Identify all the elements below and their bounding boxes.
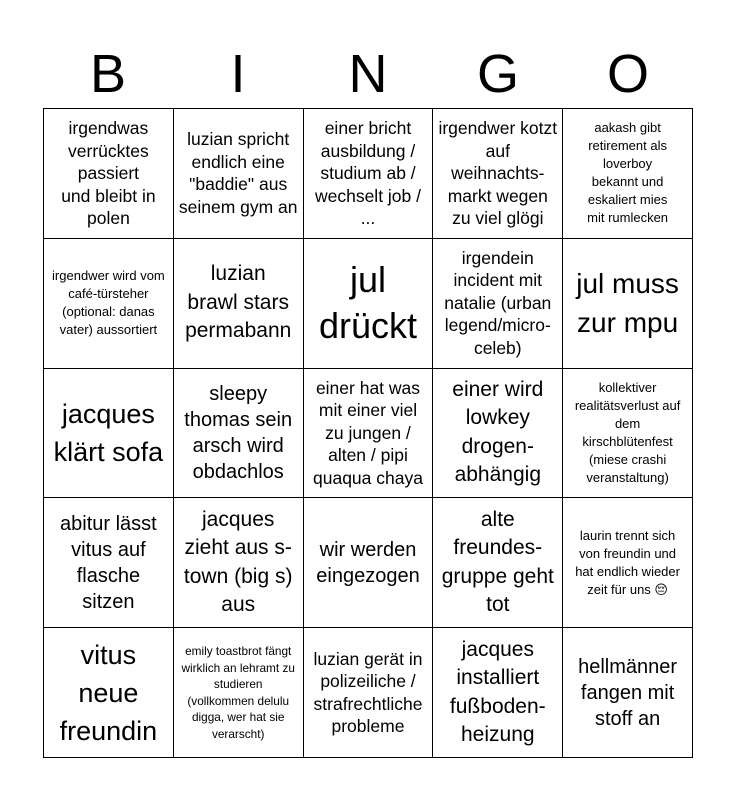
bingo-cell[interactable]: irgendwer kotzt auf weihnachts-markt wegen zu viel glögi bbox=[433, 109, 563, 239]
bingo-cell[interactable]: jul muss zur mpu bbox=[563, 239, 693, 369]
bingo-cell[interactable]: irgendein incident mit natalie (urban legend/micro-celeb) bbox=[433, 239, 563, 369]
header-letter-i: I bbox=[230, 44, 246, 104]
bingo-cell[interactable]: vitus neue freundin bbox=[44, 628, 174, 758]
bingo-grid bbox=[43, 108, 693, 758]
bingo-cell[interactable]: hellmänner fangen mit stoff an bbox=[563, 628, 693, 758]
bingo-cell[interactable]: einer wird lowkey drogen-abhängig bbox=[433, 369, 563, 499]
bingo-cell[interactable]: luzian spricht endlich eine "baddie" aus seinem gym an bbox=[174, 109, 304, 239]
bingo-cell[interactable]: jacques klärt sofa bbox=[44, 369, 174, 499]
bingo-cell[interactable]: jacques zieht aus s-town (big s) aus bbox=[174, 498, 304, 628]
bingo-cell[interactable]: luzian brawl stars permabann bbox=[174, 239, 304, 369]
bingo-cell[interactable]: irgendwer wird vom café-türsteher (optional: danas vater) aussortiert bbox=[44, 239, 174, 369]
bingo-cell[interactable]: sleepy thomas sein arsch wird obdachlos bbox=[174, 369, 304, 499]
bingo-cell[interactable]: abitur lässt vitus auf flasche sitzen bbox=[44, 498, 174, 628]
bingo-cell[interactable]: irgendwas verrücktes passiert und bleibt in polen bbox=[44, 109, 174, 239]
bingo-cell[interactable]: einer hat was mit einer viel zu jungen / alten / pipi quaqua chaya bbox=[304, 369, 434, 499]
bingo-cell[interactable]: aakash gibt retirement als loverboy bekannt und eskaliert mies mit rumlecken bbox=[563, 109, 693, 239]
header-letter-n: N bbox=[348, 44, 388, 104]
bingo-cell[interactable]: laurin trennt sich von freundin und hat endlich wieder zeit für uns 😔 bbox=[563, 498, 693, 628]
bingo-cell[interactable]: einer bricht ausbildung / studium ab / wechselt job / ... bbox=[304, 109, 434, 239]
header-letter-o: O bbox=[606, 44, 649, 104]
bingo-cell[interactable]: jul drückt bbox=[304, 239, 434, 369]
header-letter-g: G bbox=[476, 44, 519, 104]
bingo-header bbox=[43, 40, 693, 108]
bingo-cell[interactable]: alte freundes-gruppe geht tot bbox=[433, 498, 563, 628]
bingo-cell[interactable]: kollektiver realitätsverlust auf dem kirschblütenfest (miese crashi veranstaltung) bbox=[563, 369, 693, 499]
bingo-cell[interactable]: luzian gerät in polizeiliche / strafrechtliche probleme bbox=[304, 628, 434, 758]
header-letter-b: B bbox=[89, 44, 127, 104]
bingo-cell[interactable]: wir werden eingezogen bbox=[304, 498, 434, 628]
bingo-cell[interactable]: emily toastbrot fängt wirklich an lehramt zu studieren (vollkommen delulu digga, wer hat sie verarscht) bbox=[174, 628, 304, 758]
bingo-cell[interactable]: jacques installiert fußboden-heizung bbox=[433, 628, 563, 758]
